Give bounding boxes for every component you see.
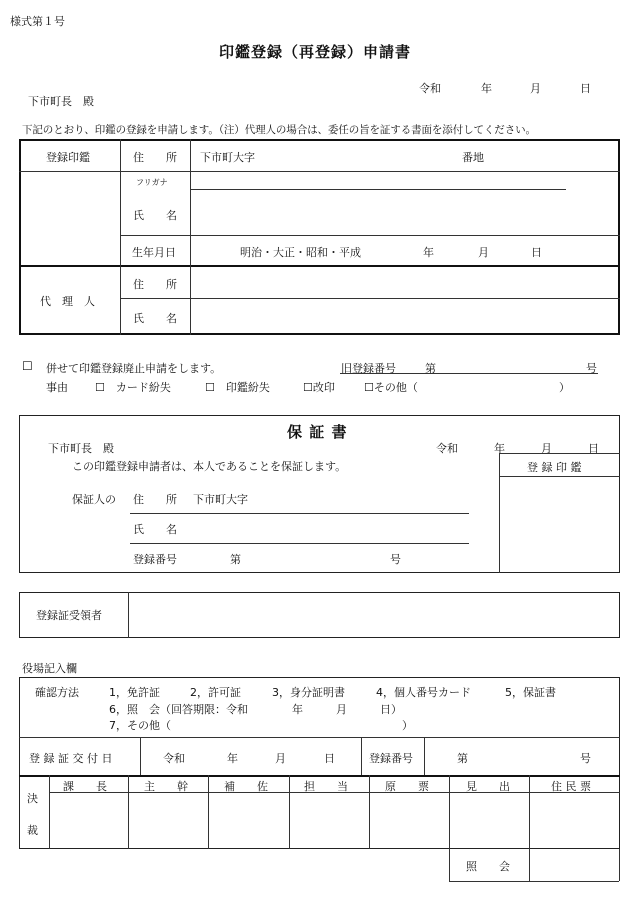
birth-month: 月 (478, 246, 489, 259)
reason-label: 事由 (46, 381, 68, 394)
guarantee-month: 月 (541, 442, 552, 455)
office-regno-go: 号 (580, 752, 591, 765)
approval-tanto: 担 当 (304, 780, 348, 793)
guarantee-seal-area[interactable] (502, 479, 616, 569)
guarantee-day: 日 (588, 442, 599, 455)
guarantor-label: 保証人の (72, 493, 116, 506)
date-day: 日 (580, 82, 591, 95)
guarantor-address-label: 住 所 (133, 493, 177, 506)
address-value[interactable]: 下市町大字 (200, 151, 255, 164)
name-label: 氏 名 (133, 209, 177, 222)
issue-day: 日 (324, 752, 335, 765)
method-1[interactable]: 1，免許証 (109, 686, 160, 699)
guarantee-seal-label: 登 録 印 鑑 (527, 461, 582, 474)
guarantor-name-field[interactable] (193, 517, 465, 539)
method-2[interactable]: 2，許可証 (190, 686, 241, 699)
issue-month: 月 (275, 752, 286, 765)
name-field[interactable] (196, 193, 614, 231)
issue-year: 年 (227, 752, 238, 765)
guarantee-era: 令和 (436, 442, 458, 455)
old-reg-no-label: 旧登録番号 (341, 362, 396, 375)
approval-shukan: 主 幹 (144, 780, 188, 793)
furigana-label: フリガナ (136, 178, 168, 187)
page-title: 印鑑登録（再登録）申請書 (218, 43, 411, 61)
approval-genpyo: 原 票 (385, 780, 429, 793)
date-year: 年 (481, 82, 492, 95)
birth-day: 日 (531, 246, 542, 259)
approval-hosa: 補 佐 (224, 780, 268, 793)
issue-date-label: 登 録 証 交 付 日 (29, 752, 113, 765)
shokai-label: 照 会 (466, 860, 510, 873)
guarantee-title: 保 証 書 (287, 423, 348, 441)
approval-kacho: 課 長 (63, 780, 107, 793)
method-4[interactable]: 4，個人番号カード (376, 686, 471, 699)
birth-label: 生年月日 (132, 246, 176, 259)
guarantee-year: 年 (494, 442, 505, 455)
registered-seal-label: 登録印鑑 (46, 151, 90, 164)
agent-name-label: 氏 名 (133, 312, 177, 325)
office-title: 役場記入欄 (22, 662, 77, 675)
birth-year: 年 (423, 246, 434, 259)
method-5[interactable]: 5，保証書 (505, 686, 556, 699)
guarantee-text: この印鑑登録申請者は、本人であることを保証します。 (72, 460, 347, 473)
agent-name-field[interactable] (196, 301, 614, 331)
method-3[interactable]: 3，身分証明書 (272, 686, 345, 699)
guarantor-address-value[interactable]: 下市町大字 (193, 493, 248, 506)
method-6[interactable]: 6，照 会（回答期限：令和 年 月 日） (109, 703, 402, 716)
abolish-checkbox[interactable]: ☐ (22, 359, 33, 373)
reason-seal-lost[interactable]: ☐ 印鑑紛失 (205, 381, 270, 394)
birth-eras[interactable]: 明治・大正・昭和・平成 (240, 246, 361, 259)
agent-address-label: 住 所 (133, 278, 177, 291)
reason-other[interactable]: ☐その他（ (364, 381, 418, 394)
approval-juminhyo: 住 民 票 (551, 780, 591, 793)
agent-address-field[interactable] (196, 268, 614, 296)
form-number: 様式第１号 (10, 15, 65, 28)
guarantor-reg-no-label: 登録番号 (133, 553, 177, 566)
date-month: 月 (530, 82, 541, 95)
banchi-label: 番地 (462, 151, 484, 164)
office-regno-label: 登録番号 (369, 752, 413, 765)
guarantor-reg-no-go: 号 (390, 553, 401, 566)
confirm-method-label: 確認方法 (35, 686, 79, 699)
addressee: 下市町長 殿 (28, 95, 94, 108)
guarantee-addressee: 下市町長 殿 (48, 442, 114, 455)
date-era: 令和 (419, 82, 441, 95)
reason-seal-change[interactable]: ☐改印 (303, 381, 335, 394)
issue-era: 令和 (163, 752, 185, 765)
reason-card-lost[interactable]: ☐ カード紛失 (95, 381, 171, 394)
agent-label: 代 理 人 (40, 295, 95, 308)
receiver-field[interactable] (132, 595, 616, 635)
old-reg-no-go: 号 (586, 362, 597, 375)
office-regno-dai: 第 (457, 752, 468, 765)
kessai-2: 裁 (27, 824, 38, 837)
intro-text: 下記のとおり、印鑑の登録を申請します。（注）代理人の場合は、委任の旨を証する書面を添付してください。 (22, 124, 536, 136)
receiver-label: 登録証受領者 (36, 609, 102, 622)
furigana-field[interactable] (196, 173, 564, 187)
guarantor-name-label: 氏 名 (133, 523, 177, 536)
abolish-text: 併せて印鑑登録廃止申請をします。 (46, 362, 222, 375)
old-reg-no-dai: 第 (425, 362, 436, 375)
kessai-1: 決 (27, 792, 38, 805)
approval-midashi: 見 出 (466, 780, 510, 793)
guarantor-reg-no-dai: 第 (230, 553, 241, 566)
method-7[interactable]: 7，その他（ ） (109, 719, 413, 732)
reason-other-close: ） (559, 381, 570, 394)
address-label: 住 所 (133, 151, 177, 164)
